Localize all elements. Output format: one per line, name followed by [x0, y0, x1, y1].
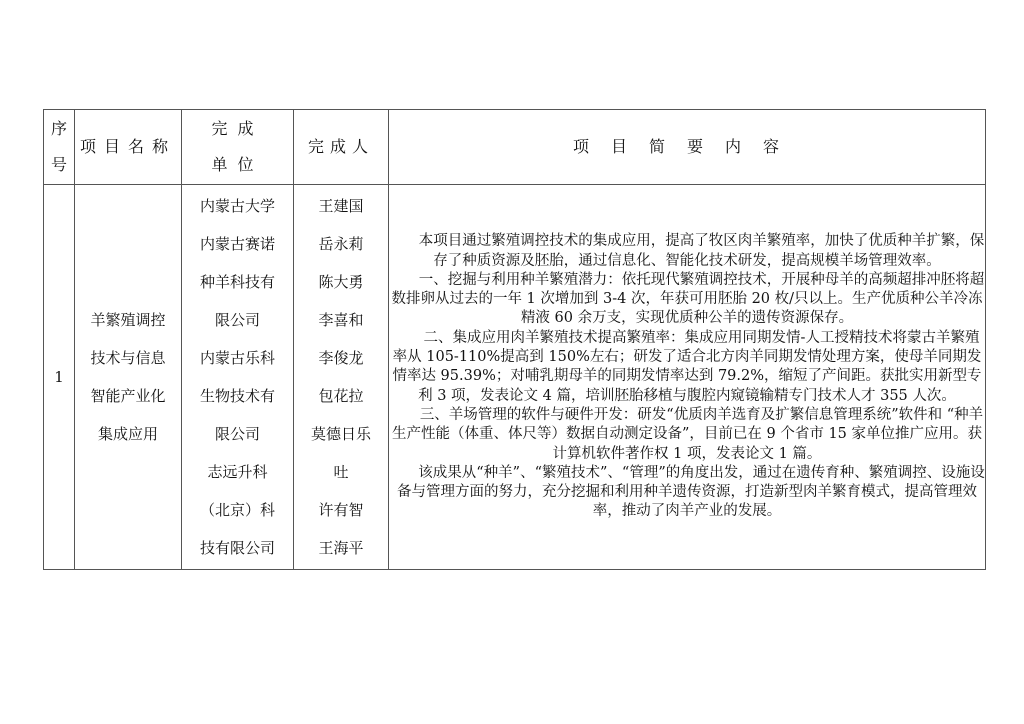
header-unit — [182, 110, 294, 185]
person-line: 李喜和 — [318, 311, 364, 329]
person-line: 莫德日乐 — [310, 425, 371, 443]
unit-line: 内蒙古赛诺 — [199, 235, 275, 253]
row-project-name — [75, 185, 182, 570]
person-line: 王建国 — [318, 197, 364, 215]
person-lines — [294, 185, 388, 569]
project-name-lines — [75, 301, 181, 453]
unit-line: 限公司 — [214, 425, 260, 443]
summary-paragraph: 二、集成应用肉羊繁殖技术提高繁殖率：集成应用同期发情-人工授精技术将蒙古羊繁殖率从 105-110%提高到 150%左右；研发了适合北方肉羊同期发情处理方案，使母羊同期发情率达 95.39%；对哺乳期母羊的同期发情率达到 79.2%，缩短了产间距。获批实用新型专利 3 项，发表论文 4 篇，培训胚胎移植与腹腔内窥镜输精专门技术人才 355 人次。 — [392, 329, 982, 404]
row-unit — [182, 185, 294, 570]
row-person — [294, 185, 389, 570]
row-summary — [389, 185, 986, 570]
project-name-line: 集成应用 — [97, 425, 158, 443]
summary-paragraph: 一、挖掘与利用种羊繁殖潜力：依托现代繁殖调控技术，开展种母羊的高频超排冲胚将超数排卵从过去的一年 1 次增加到 3-4 次，年获可用胚胎 20 枚/只以上。生产优质种公羊冷冻精液 60 余万支，实现优质种公羊的遗传资源保存。 — [391, 271, 985, 327]
header-seq — [44, 110, 75, 185]
header-seq-line2: 号 — [50, 155, 67, 174]
project-name-line: 技术与信息 — [90, 349, 166, 367]
summary-paragraph: 本项目通过繁殖调控技术的集成应用，提高了牧区肉羊繁殖率，加快了优质种羊扩繁，保存了种质资源及胚胎，通过信息化、智能化技术研发，提高规模羊场管理效率。 — [418, 233, 985, 269]
summary-paragraph: 该成果从“种羊”、“繁殖技术”、“管理”的角度出发，通过在遗传育种、繁殖调控、设施设备与管理方面的努力，充分挖掘和利用种羊遗传资源，打造新型肉羊繁育模式，提高管理效率，推动了肉羊产业的发展。 — [397, 464, 985, 520]
person-line: 王海平 — [318, 539, 364, 557]
unit-line: 限公司 — [214, 311, 260, 329]
row-seq: 1 — [44, 185, 75, 570]
person-line: 李俊龙 — [318, 349, 364, 367]
header-person: 完成人 — [294, 110, 389, 185]
unit-line: 技有限公司 — [199, 539, 275, 557]
award-table — [43, 109, 986, 570]
unit-line: 志远升科 — [207, 463, 268, 481]
unit-line: （北京）科 — [199, 501, 275, 519]
person-line: 许有智 — [318, 501, 364, 519]
unit-lines — [182, 185, 293, 569]
unit-line: 生物技术有 — [199, 387, 275, 405]
header-project-name: 项目名称 — [75, 110, 182, 185]
header-seq-line1: 序 — [50, 119, 67, 138]
header-summary: 项目简要内容 — [389, 110, 986, 185]
unit-line: 种羊科技有 — [199, 273, 275, 291]
unit-line: 内蒙古乐科 — [199, 349, 275, 367]
header-unit-line2: 单位 — [211, 155, 264, 174]
summary-paragraph: 三、羊场管理的软件与硬件开发：研发“优质肉羊选育及扩繁信息管理系统”软件和 “种羊生产性能（体重、体尺等）数据自动测定设备”，目前已在 9 个省市 15 家单位推广应用。获计算机软件著作权 1 项，发表论文 1 篇。 — [391, 406, 984, 462]
unit-line: 内蒙古大学 — [199, 197, 275, 215]
header-unit-line1: 完成 — [211, 119, 264, 138]
project-name-line: 羊繁殖调控 — [90, 311, 166, 329]
table-row — [44, 185, 986, 570]
person-line: 岳永莉 — [318, 235, 364, 253]
header-row — [44, 110, 986, 185]
person-line: 陈大勇 — [318, 273, 364, 291]
person-line: 吐 — [333, 463, 349, 481]
project-name-line: 智能产业化 — [90, 387, 166, 405]
person-line: 包花拉 — [318, 387, 364, 405]
